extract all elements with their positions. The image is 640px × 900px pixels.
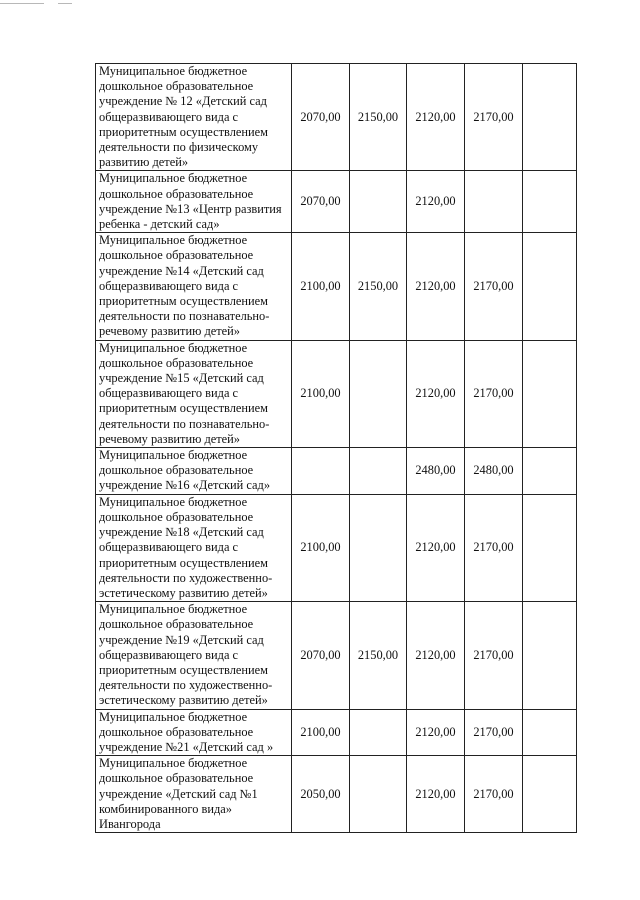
fee-value-cell — [465, 171, 523, 233]
fees-table — [95, 63, 577, 833]
table-row — [96, 64, 577, 171]
fee-value-cell: 2070,00 — [292, 602, 350, 709]
fee-value-cell — [523, 494, 577, 601]
fee-value-cell: 2120,00 — [407, 233, 465, 340]
scan-artifact-line — [58, 3, 72, 4]
fee-value-cell: 2050,00 — [292, 756, 350, 833]
fee-value-cell: 2480,00 — [465, 448, 523, 495]
fees-table-body — [96, 64, 577, 833]
institution-name-cell: Муниципальное бюджетное дошкольное образовательное учреждение №16 «Детский сад» — [96, 448, 292, 495]
table-row — [96, 233, 577, 340]
table-row — [96, 171, 577, 233]
institution-name-cell: Муниципальное бюджетное дошкольное образовательное учреждение №13 «Центр развития ребенка - детский сад» — [96, 171, 292, 233]
fee-value-cell: 2100,00 — [292, 494, 350, 601]
table-row — [96, 494, 577, 601]
fee-value-cell: 2150,00 — [350, 233, 407, 340]
table-row — [96, 756, 577, 833]
table-row — [96, 340, 577, 447]
fee-value-cell: 2100,00 — [292, 709, 350, 756]
fee-value-cell — [523, 756, 577, 833]
fee-value-cell: 2100,00 — [292, 340, 350, 447]
fee-value-cell: 2120,00 — [407, 756, 465, 833]
table-row — [96, 448, 577, 495]
fee-value-cell — [292, 448, 350, 495]
fee-value-cell — [350, 171, 407, 233]
fee-value-cell: 2170,00 — [465, 340, 523, 447]
fee-value-cell: 2150,00 — [350, 602, 407, 709]
table-row — [96, 709, 577, 756]
fee-value-cell: 2070,00 — [292, 64, 350, 171]
fee-value-cell: 2120,00 — [407, 494, 465, 601]
fee-value-cell: 2170,00 — [465, 233, 523, 340]
fee-value-cell: 2170,00 — [465, 64, 523, 171]
institution-name-cell: Муниципальное бюджетное дошкольное образовательное учреждение №15 «Детский сад общеразвивающего вида с приоритетным осуществлением деятельности по познавательно-речевому развитию детей» — [96, 340, 292, 447]
scan-artifact-line — [0, 3, 44, 4]
fee-value-cell — [350, 756, 407, 833]
fee-value-cell — [350, 494, 407, 601]
fee-value-cell: 2480,00 — [407, 448, 465, 495]
fee-value-cell: 2120,00 — [407, 709, 465, 756]
fee-value-cell — [523, 602, 577, 709]
institution-name-cell: Муниципальное бюджетное дошкольное образовательное учреждение №19 «Детский сад общеразвивающего вида с приоритетным осуществлением деятельности по художественно-эстетическому развитию детей» — [96, 602, 292, 709]
fee-value-cell: 2120,00 — [407, 64, 465, 171]
institution-name-cell: Муниципальное бюджетное дошкольное образовательное учреждение №18 «Детский сад общеразвивающего вида с приоритетным осуществлением деятельности по художественно-эстетическому развитию детей» — [96, 494, 292, 601]
fee-value-cell: 2170,00 — [465, 602, 523, 709]
fee-value-cell — [523, 340, 577, 447]
fee-value-cell: 2170,00 — [465, 756, 523, 833]
fee-value-cell — [350, 709, 407, 756]
fee-value-cell: 2070,00 — [292, 171, 350, 233]
institution-name-cell: Муниципальное бюджетное дошкольное образовательное учреждение №21 «Детский сад » — [96, 709, 292, 756]
fee-value-cell: 2170,00 — [465, 494, 523, 601]
fee-value-cell — [523, 64, 577, 171]
fee-value-cell: 2150,00 — [350, 64, 407, 171]
table-row — [96, 602, 577, 709]
fee-value-cell: 2100,00 — [292, 233, 350, 340]
fee-value-cell: 2120,00 — [407, 602, 465, 709]
fee-value-cell — [350, 448, 407, 495]
institution-name-cell: Муниципальное бюджетное дошкольное образовательное учреждение №14 «Детский сад общеразвивающего вида с приоритетным осуществлением деятельности по познавательно-речевому развитию детей» — [96, 233, 292, 340]
fee-value-cell: 2120,00 — [407, 171, 465, 233]
fee-value-cell — [350, 340, 407, 447]
fee-value-cell — [523, 448, 577, 495]
fee-value-cell — [523, 171, 577, 233]
fee-value-cell — [523, 709, 577, 756]
institution-name-cell: Муниципальное бюджетное дошкольное образовательное учреждение «Детский сад №1 комбинированного вида» Ивангорода — [96, 756, 292, 833]
fee-value-cell — [523, 233, 577, 340]
fee-value-cell: 2170,00 — [465, 709, 523, 756]
fee-value-cell: 2120,00 — [407, 340, 465, 447]
institution-name-cell: Муниципальное бюджетное дошкольное образовательное учреждение № 12 «Детский сад общеразвивающего вида с приоритетным осуществлением деятельности по физическому развитию детей» — [96, 64, 292, 171]
